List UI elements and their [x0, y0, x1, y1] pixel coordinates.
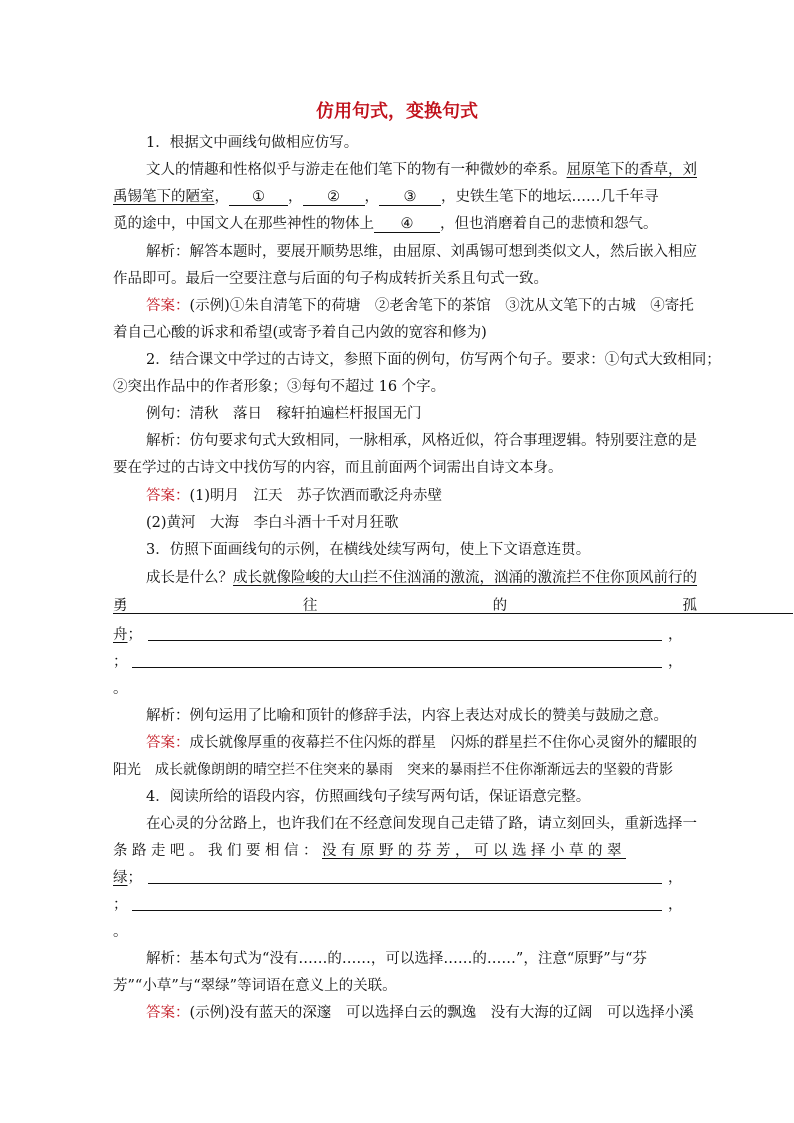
q1-underlined-1: 屈原笔下的香草，刘	[566, 162, 697, 178]
q1-text-line3: 觅的途中，中国文人在那些神性的物体上 ④ ，但也消磨着自己的悲愤和怨气。	[113, 216, 658, 232]
q4-analysis-1: 解析：基本句式为“没有……的……，可以选择……的……”，注意“原野”与“芬	[146, 951, 648, 967]
q3-underlined-sentence: 成长就像险峻的大山拦不住汹涌的激流，汹涌的激流拦不住你顶风前行的	[233, 570, 697, 586]
q1-answer-line1: 答案：(示例)①朱自清笔下的荷塘 ②老舍笔下的茶馆 ③沈从文笔下的古城 ④寄托	[146, 298, 694, 314]
q1-analysis-2: 作品即可。最后一空要注意与后面的句子构成转折关系且句式一致。	[113, 271, 548, 287]
page-title: 仿用句式，变换句式	[316, 101, 478, 122]
q2-analysis-2: 要在学过的古诗文中找仿写的内容，而且前面两个词需出自诗文本身。	[113, 460, 563, 476]
q1-text-line2: 禹锡笔下的陋室， ① ， ② ， ③ ，史铁生笔下的地坛……几千年寻	[113, 189, 659, 205]
q2-prompt-2: ②突出作品中的作者形象；③每句不超过 16 个字。	[113, 379, 446, 395]
q2-answer-line2: (2)黄河 大海 李白斗酒十千对月狂歌	[146, 515, 399, 531]
q2-answer-line1: 答案：(1)明月 江天 苏子饮酒而歌泛舟赤壁	[146, 488, 443, 504]
q1-blank-1[interactable]: ①	[229, 189, 288, 206]
q4-text-line3: 绿；	[113, 870, 142, 886]
q1-prompt: 1．根据文中画线句做相应仿写。	[146, 135, 359, 151]
answer-label: 答案：	[146, 488, 190, 504]
q4-answer-blank-1[interactable]	[148, 883, 662, 884]
answer-label: 答案：	[146, 735, 190, 751]
q3-answer-blank-1[interactable]	[148, 640, 662, 641]
q3-answer-line2: 阳光 成长就像朗朗的晴空拦不住突来的暴雨 突来的暴雨拦不住你渐渐远去的坚毅的背影	[113, 762, 673, 778]
answer-label: 答案：	[146, 298, 190, 314]
q4-text-line1: 在心灵的分岔路上，也许我们在不经意间发现自己走错了路，请立刻回头，重新选择一	[146, 816, 697, 832]
q3-text-line3: 舟；	[113, 627, 142, 643]
q4-text-line2: 条路走吧。我们要相信：没有原野的芬芳，可以选择小草的翠	[113, 843, 626, 859]
q1-answer-line2: 着自己心酸的诉求和希望(或寄予着自己内敛的宽容和修为)	[113, 325, 487, 341]
answer-label: 答案：	[146, 1005, 190, 1021]
q1-text-a: 文人的情趣和性格似乎与游走在他们笔下的物有一种微妙的牵系。	[146, 162, 567, 178]
q1-blank-4[interactable]: ④	[374, 216, 440, 233]
q1-underlined-2: 禹锡笔下的陋室	[113, 189, 215, 205]
q3-text-line1: 成长是什么？成长就像险峻的大山拦不住汹涌的激流，汹涌的激流拦不住你顶风前行的	[146, 570, 697, 586]
q4-underlined-sentence: 没有原野的芬芳，可以选择小草的翠	[322, 843, 626, 859]
q3-answer-blank-2[interactable]	[132, 667, 662, 668]
q2-prompt-1: 2．结合课文中学过的古诗文，参照下面的例句，仿写两个句子。要求：①句式大致相同；	[146, 352, 721, 368]
q4-answer-blank-2[interactable]	[132, 910, 662, 911]
q4-prompt: 4．阅读所给的语段内容，仿照画线句子续写两句话，保证语意完整。	[146, 789, 591, 805]
q1-blank-2[interactable]: ②	[303, 189, 365, 206]
document-page: 仿用句式，变换句式 1．根据文中画线句做相应仿写。 文人的情趣和性格似乎与游走在他们笔下的物有一种微妙的牵系。屈原笔下的香草，刘 禹锡笔下的陋室， ① ， ② ， ③ ，史铁生笔下的地坛……几千年寻 觅的途中，中国文人在那些神性的物体上 ④ ，但也消磨着自己的悲愤和怨气。 解析：解答本题时，要展开顺势思维，由屈原、刘禹锡可想到类似文人，然后嵌入相应 作品即可。最后一空要注意与后面的句子构成转折关系且句式一致。 答案：(示例)①朱自清笔下的荷塘 ②老舍笔下的茶馆 ③沈从文笔下的古城 ④寄托 着自己心酸的诉求和希望(或寄予着自己内敛的宽容和修为) 2．结合课文中学过的古诗文，参照下面的例句，仿写两个句子。要求：①句式大致相同； ②突出作品中的作者形象；③每句不超过 16 个字。 例句：清秋 落日 稼轩拍遍栏杆报国无门 解析：仿句要求句式大致相同，一脉相承，风格近似，符合事理逻辑。特别要注意的是 要在学过的古诗文中找仿写的内容，而且前面两个词需出自诗文本身。 答案：(1)明月 江天 苏子饮酒而歌泛舟赤壁 (2)黄河 大海 李白斗酒十千对月狂歌 3．仿照下面画线句的示例，在横线处续写两句，使上下文语意连贯。 成长是什么？成长就像险峻的大山拦不住汹涌的激流，汹涌的激流拦不住你顶风前行的 勇 往 的 孤 舟； ， ； ， 。 解析：例句运用了比喻和顶针的修辞手法，内容上表达对成长的赞美与鼓励之意。 答案：成长就像厚重的夜幕拦不住闪烁的群星 闪烁的群星拦不住你心灵窗外的耀眼的 阳光 成长就像朗朗的晴空拦不住突来的暴雨 突来的暴雨拦不住你渐渐远去的坚毅的背影 4．阅读所给的语段内容，仿照画线句子续写两句话，保证语意完整。 在心灵的分岔路上，也许我们在不经意间发现自己走错了路，请立刻回头，重新选择一 条路走吧。我们要相信：没有原野的芬芳，可以选择小草的翠 绿； ， ； ， 。 解析：基本句式为“没有……的……，可以选择……的……”，注意“原野”与“芬 芳”“小草”与“翠绿”等词语在意义上的关联。 答案：(示例)没有蓝天的深邃 可以选择白云的飘逸 没有大海的辽阔 可以选择小溪	[0, 0, 794, 1123]
q4-answer-line1: 答案：(示例)没有蓝天的深邃 可以选择白云的飘逸 没有大海的辽阔 可以选择小溪	[146, 1005, 694, 1021]
q4-analysis-2: 芳”“小草”与“翠绿”等词语在意义上的关联。	[113, 978, 397, 994]
q1-analysis-1: 解析：解答本题时，要展开顺势思维，由屈原、刘禹锡可想到类似文人，然后嵌入相应	[146, 244, 697, 260]
q3-prompt: 3．仿照下面画线句的示例，在横线处续写两句，使上下文语意连贯。	[146, 542, 591, 558]
q3-answer-line1: 答案：成长就像厚重的夜幕拦不住闪烁的群星 闪烁的群星拦不住你心灵窗外的耀眼的	[146, 735, 697, 751]
q1-blank-3[interactable]: ③	[379, 189, 441, 206]
q2-example: 例句：清秋 落日 稼轩拍遍栏杆报国无门	[146, 406, 422, 422]
q3-underline-extension	[113, 613, 793, 614]
q2-analysis-1: 解析：仿句要求句式大致相同，一脉相承，风格近似，符合事理逻辑。特别要注意的是	[146, 433, 697, 449]
q1-text-line1	[146, 160, 697, 180]
q3-analysis: 解析：例句运用了比喻和顶针的修辞手法，内容上表达对成长的赞美与鼓励之意。	[146, 708, 668, 724]
q3-justified-line: 勇 往 的 孤	[113, 598, 697, 614]
